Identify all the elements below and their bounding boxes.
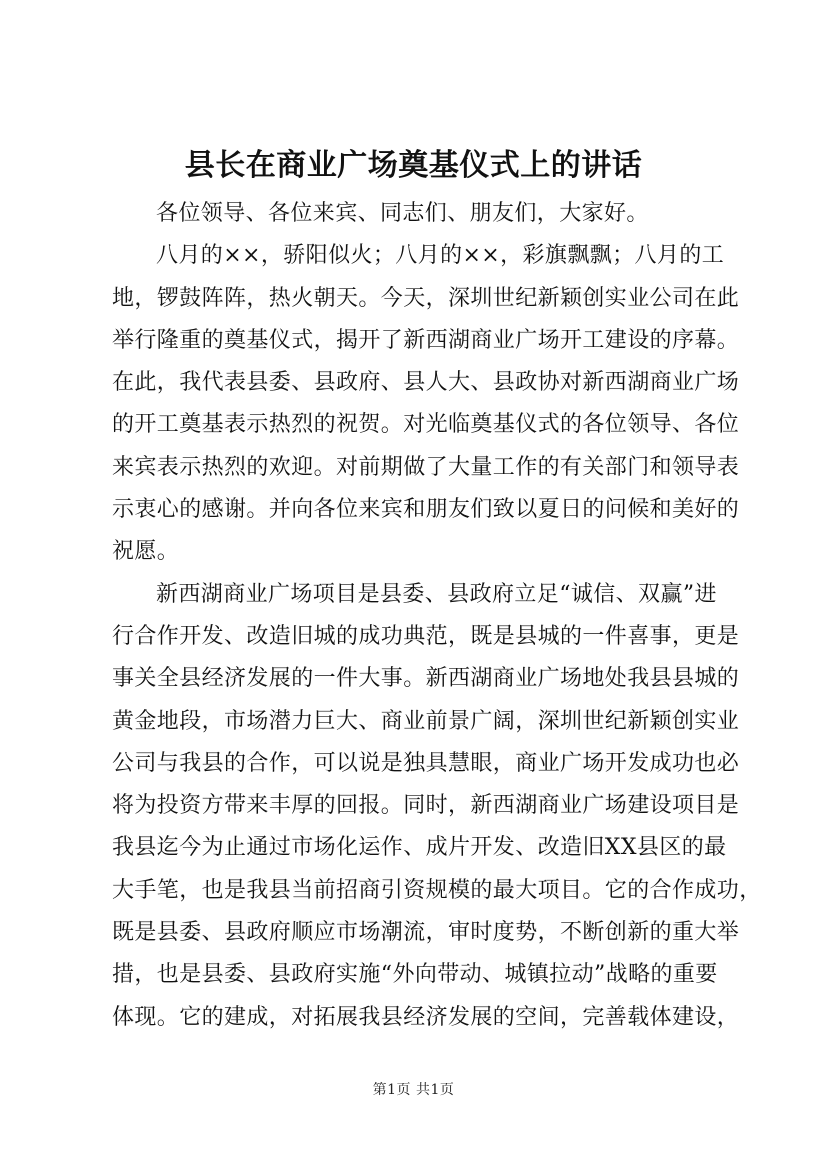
body-line: 行合作开发、改造旧城的成功典范，既是县城的一件喜事，更是 (112, 623, 740, 649)
document-body (112, 193, 762, 1039)
body-line: 来宾表示热烈的欢迎。对前期做了大量工作的有关部门和领导表 (112, 454, 740, 480)
body-line: 事关全县经济发展的一件大事。新西湖商业广场地处我县县城的 (112, 666, 740, 692)
body-line: 体现。它的建成，对拓展我县经济发展的空间，完善载体建设， (112, 1004, 740, 1030)
body-line: 举行隆重的奠基仪式，揭开了新西湖商业广场开工建设的序幕。 (112, 327, 740, 353)
body-line: 既是县委、县政府顺应市场潮流，审时度势，不断创新的重大举 (112, 920, 740, 946)
body-line: 示衷心的感谢。并向各位来宾和朋友们致以夏日的问候和美好的 (112, 497, 740, 523)
body-line: 黄金地段，市场潜力巨大、商业前景广阔，深圳世纪新颖创实业 (112, 708, 740, 734)
document-title: 县长在商业广场奠基仪式上的讲话 (184, 148, 643, 183)
body-line: 大手笔，也是我县当前招商引资规模的最大项目。它的合作成功， (112, 877, 762, 903)
body-line: 在此，我代表县委、县政府、县人大、县政协对新西湖商业广场 (112, 370, 740, 396)
body-line: 措，也是县委、县政府实施“外向带动、城镇拉动”战略的重要 (112, 962, 718, 988)
body-line: 地，锣鼓阵阵，热火朝天。今天，深圳世纪新颖创实业公司在此 (112, 285, 740, 311)
body-line: 我县迄今为止通过市场化运作、成片开发、改造旧XX县区的最 (112, 835, 727, 861)
body-line: 新西湖商业广场项目是县委、县政府立足“诚信、双赢”进 (156, 581, 717, 607)
body-line: 祝愿。 (112, 539, 180, 565)
page-footer: 第1页 共1页 (372, 1082, 455, 1098)
body-line: 各位领导、各位来宾、同志们、朋友们，大家好。 (156, 201, 649, 226)
body-line: 将为投资方带来丰厚的回报。同时，新西湖商业广场建设项目是 (112, 793, 740, 819)
body-line: 八月的××，骄阳似火；八月的××，彩旗飘飘；八月的工 (156, 243, 725, 269)
body-line: 的开工奠基表示热烈的祝贺。对光临奠基仪式的各位领导、各位 (112, 412, 740, 438)
body-line: 公司与我县的合作，可以说是独具慧眼，商业广场开发成功也必 (112, 750, 740, 776)
